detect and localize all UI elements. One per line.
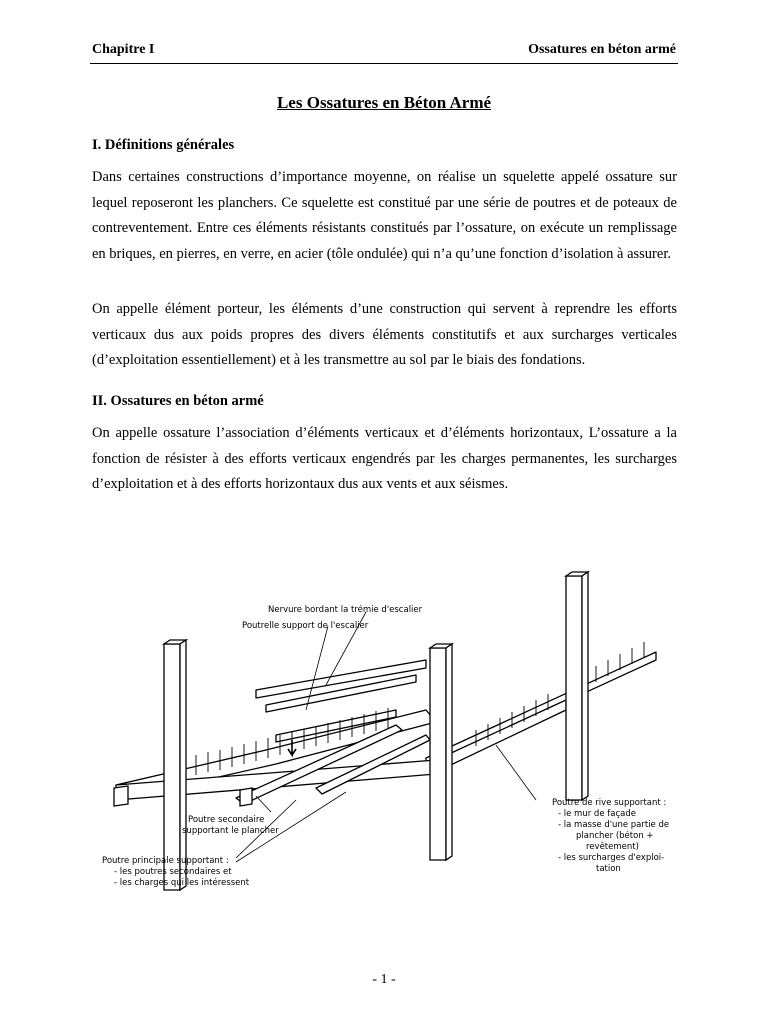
paragraph-definitions-1: Dans certaines constructions d’importance moyenne, on réalise un squelette appelé ossature sur lequel reposeront les planchers. Ce squelette est constitué par une série de poutres et de poteaux de contreventement. Entre ces éléments résistants constitués par l’ossature, on exécute un remplissage en briques, en pierres, en verre, en acier (tôle ondulée) qui n’a qu’une fonction d’isolation à assurer. bbox=[92, 169, 677, 262]
section-heading-definitions: I. Définitions générales bbox=[92, 137, 235, 153]
label-poutrelle: Poutrelle support de l'escalier bbox=[242, 621, 369, 631]
label-secondaire: Poutre secondaire supportant le plancher bbox=[182, 815, 279, 836]
page-number: - 1 - bbox=[372, 972, 396, 987]
label-rive: Poutre de rive supportant : - le mur de façade - la masse d'une partie de plancher (béton + revêtement) - les surcharges d'exploi- tation bbox=[552, 798, 670, 874]
column-middle bbox=[430, 648, 446, 860]
section-heading-ossatures: II. Ossatures en béton armé bbox=[92, 393, 264, 409]
paragraph-ossatures-1: On appelle ossature l’association d’éléments verticaux et d’éléments horizontaux, L’ossature a la fonction de résister à des efforts verticaux engendrés par les charges permanentes, les surcharges d’exploitation et à des efforts horizontaux dus aux vents et aux séismes. bbox=[92, 425, 677, 493]
column-right bbox=[566, 576, 582, 800]
frame-structure-figure bbox=[96, 560, 676, 900]
header-topic: Ossatures en béton armé bbox=[528, 42, 676, 57]
label-principale: Poutre principale supportant : - les poutres secondaires et - les charges qui les intéressent bbox=[102, 856, 250, 888]
header-chapter: Chapitre I bbox=[92, 42, 155, 57]
column-left bbox=[164, 644, 180, 890]
label-nervure: Nervure bordant la trémie d'escalier bbox=[268, 605, 423, 615]
beam-front-right bbox=[436, 700, 566, 772]
page-title: Les Ossatures en Béton Armé bbox=[276, 93, 492, 112]
header-rule bbox=[90, 63, 678, 64]
paragraph-definitions-2: On appelle élément porteur, les éléments d’une construction qui servent à reprendre les efforts verticaux dus aux poids propres des divers éléments constitutifs et aux surcharges verticales (d’exploitation essentiellement) et à les transmettre au sol par le biais des fondations. bbox=[92, 301, 677, 369]
